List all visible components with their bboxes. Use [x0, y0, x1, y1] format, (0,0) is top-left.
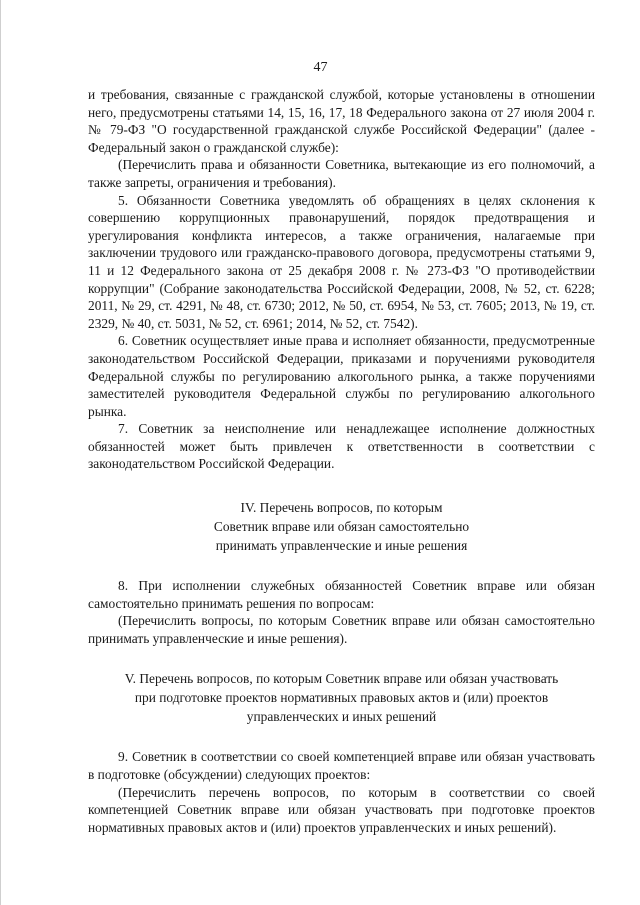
- paragraph-7: 7. Советник за неисполнение или ненадлежащее исполнение должностных обязанностей может быть привлечен к ответственности в соответствии с законодательством Российской Федерации.: [88, 421, 595, 472]
- spacer: [88, 473, 595, 498]
- paragraph-rights-note: (Перечислить права и обязанности Советника, вытекающие из его полномочий, а также запреты, ограничения и требования).: [88, 157, 595, 190]
- section-heading-v: [88, 669, 595, 726]
- paragraph-9-note: (Перечислить перечень вопросов, по которым в соответствии со своей компетенцией Советник вправе или обязан участвовать при подготовке проектов нормативных правовых актов и (или) проектов управленческих и иных решений).: [88, 784, 595, 835]
- section-heading-v-line3: управленческих и иных решений: [246, 709, 437, 725]
- paragraph-6: 6. Советник осуществляет иные права и исполняет обязанности, предусмотренные законодательством Российской Федерации, приказами и поручениями руководителя Федеральной службы по регулированию алкогольного рынка, а также поручениями заместителей руководителя Федеральной службы по регулированию алкогольного рынка.: [88, 333, 595, 419]
- document-body: [88, 86, 595, 836]
- section-heading-v-line2: при подготовке проектов нормативных правовых актов и (или) проектов: [134, 690, 549, 706]
- paragraph-continuation: и требования, связанные с гражданской службой, которые установлены в отношении него, предусмотрены статьями 14, 15, 16, 17, 18 Федерального закона от 27 июля 2004 г. № 79-ФЗ "О государственной гражданской службе Российской Федерации" (далее - Федеральный закон о гражданской службе):: [88, 87, 595, 155]
- paragraph-8: 8. При исполнении служебных обязанностей Советник вправе или обязан самостоятельно принимать решения по вопросам:: [88, 578, 595, 611]
- section-heading-iv-line3: принимать управленческие и иные решения: [215, 538, 468, 554]
- section-heading-v-line1: V. Перечень вопросов, по которым Советник вправе или обязан участвовать: [124, 671, 559, 687]
- paragraph-8-note: (Перечислить вопросы, по которым Советник вправе или обязан самостоятельно принимать управленческие и иные решения).: [88, 613, 595, 646]
- spacer: [88, 647, 595, 669]
- paragraph-5: 5. Обязанности Советника уведомлять об обращениях в целях склонения к совершению коррупционных правонарушений, порядок предотвращения и урегулирования конфликта интересов, а также ограничения, налагаемые при заключении трудового или гражданско-правового договора, предусмотрены статьями 9, 11 и 12 Федерального закона от 25 декабря 2008 г. № 273-ФЗ "О противодействии коррупции" (Собрание законодательства Российской Федерации, 2008, № 52, ст. 6228; 2011, № 29, ст. 4291, № 48, ст. 6730; 2012, № 50, ст. 6954, № 53, ст. 7605; 2013, № 19, ст. 2329, № 40, ст. 5031, № 52, ст. 6961; 2014, № 52, ст. 7542).: [88, 192, 595, 331]
- section-heading-iv-line1: IV. Перечень вопросов, по которым: [240, 500, 443, 516]
- spacer: [88, 726, 595, 748]
- page-number: 47: [313, 60, 328, 75]
- section-heading-iv-line2: Советник вправе или обязан самостоятельно: [213, 519, 470, 535]
- spacer: [88, 555, 595, 577]
- section-heading-iv: [88, 498, 595, 555]
- paragraph-9: 9. Советник в соответствии со своей компетенцией вправе или обязан участвовать в подготовке (обсуждении) следующих проектов:: [88, 749, 595, 783]
